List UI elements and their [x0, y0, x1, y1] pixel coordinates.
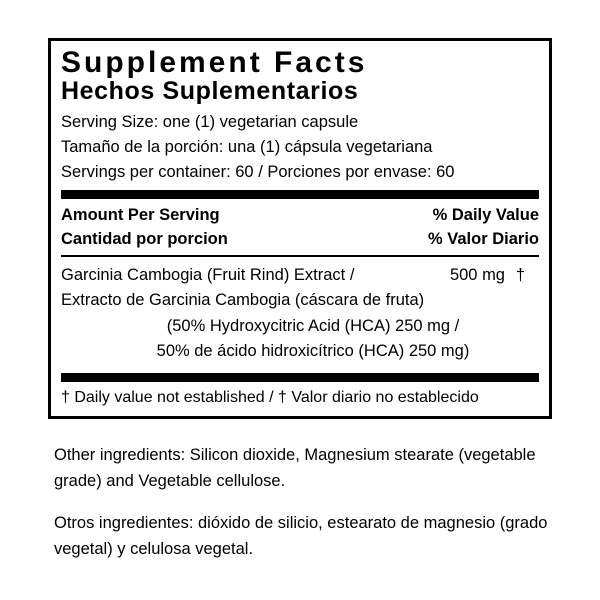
panel-title-english: Supplement Facts [61, 46, 368, 79]
serving-size-spanish: Tamaño de la porción: una (1) cápsula vegetariana [61, 138, 433, 157]
panel-title-spanish: Hechos Suplementarios [61, 76, 359, 105]
other-ingredients-spanish: Otros ingredientes: dióxido de silicio, estearato de magnesio (grado vegetal) y celulosa vegetal. [54, 514, 548, 559]
other-ingredients-english: Other ingredients: Silicon dioxide, Magnesium stearate (vegetable grade) and Vegetable cellulose. [54, 446, 536, 491]
daily-value-label-english: % Daily Value [432, 205, 539, 224]
daily-value-footnote: † Daily value not established / † Valor diario no establecido [61, 388, 479, 406]
divider-thick-top [61, 190, 539, 199]
amount-per-serving-header [61, 199, 539, 255]
ingredient-row [61, 257, 539, 371]
ingredient-daily-value: † [515, 265, 525, 284]
ingredient-name-english: Garcinia Cambogia (Fruit Rind) Extract / [61, 265, 355, 284]
other-ingredients-block [54, 442, 564, 562]
divider-thick-bottom [61, 373, 539, 382]
amount-per-serving-label-spanish: Cantidad por porcion [61, 229, 228, 248]
ingredient-name-spanish: Extracto de Garcinia Cambogia (cáscara de fruta) [61, 291, 425, 310]
amount-per-serving-label-english: Amount Per Serving [61, 205, 220, 224]
ingredient-amount: 500 mg [449, 265, 505, 284]
daily-value-label-spanish: % Valor Diario [428, 229, 539, 248]
servings-per-container: Servings per container: 60 / Porciones por envase: 60 [61, 163, 455, 182]
panel-title-block [61, 47, 539, 107]
serving-size-english: Serving Size: one (1) vegetarian capsule [61, 113, 359, 132]
ingredient-detail-spanish: 50% de ácido hidroxicítrico (HCA) 250 mg) [156, 342, 470, 361]
ingredient-detail-english: (50% Hydroxycitric Acid (HCA) 250 mg / [166, 316, 460, 335]
supplement-facts-panel [48, 38, 552, 419]
serving-information [61, 107, 539, 187]
